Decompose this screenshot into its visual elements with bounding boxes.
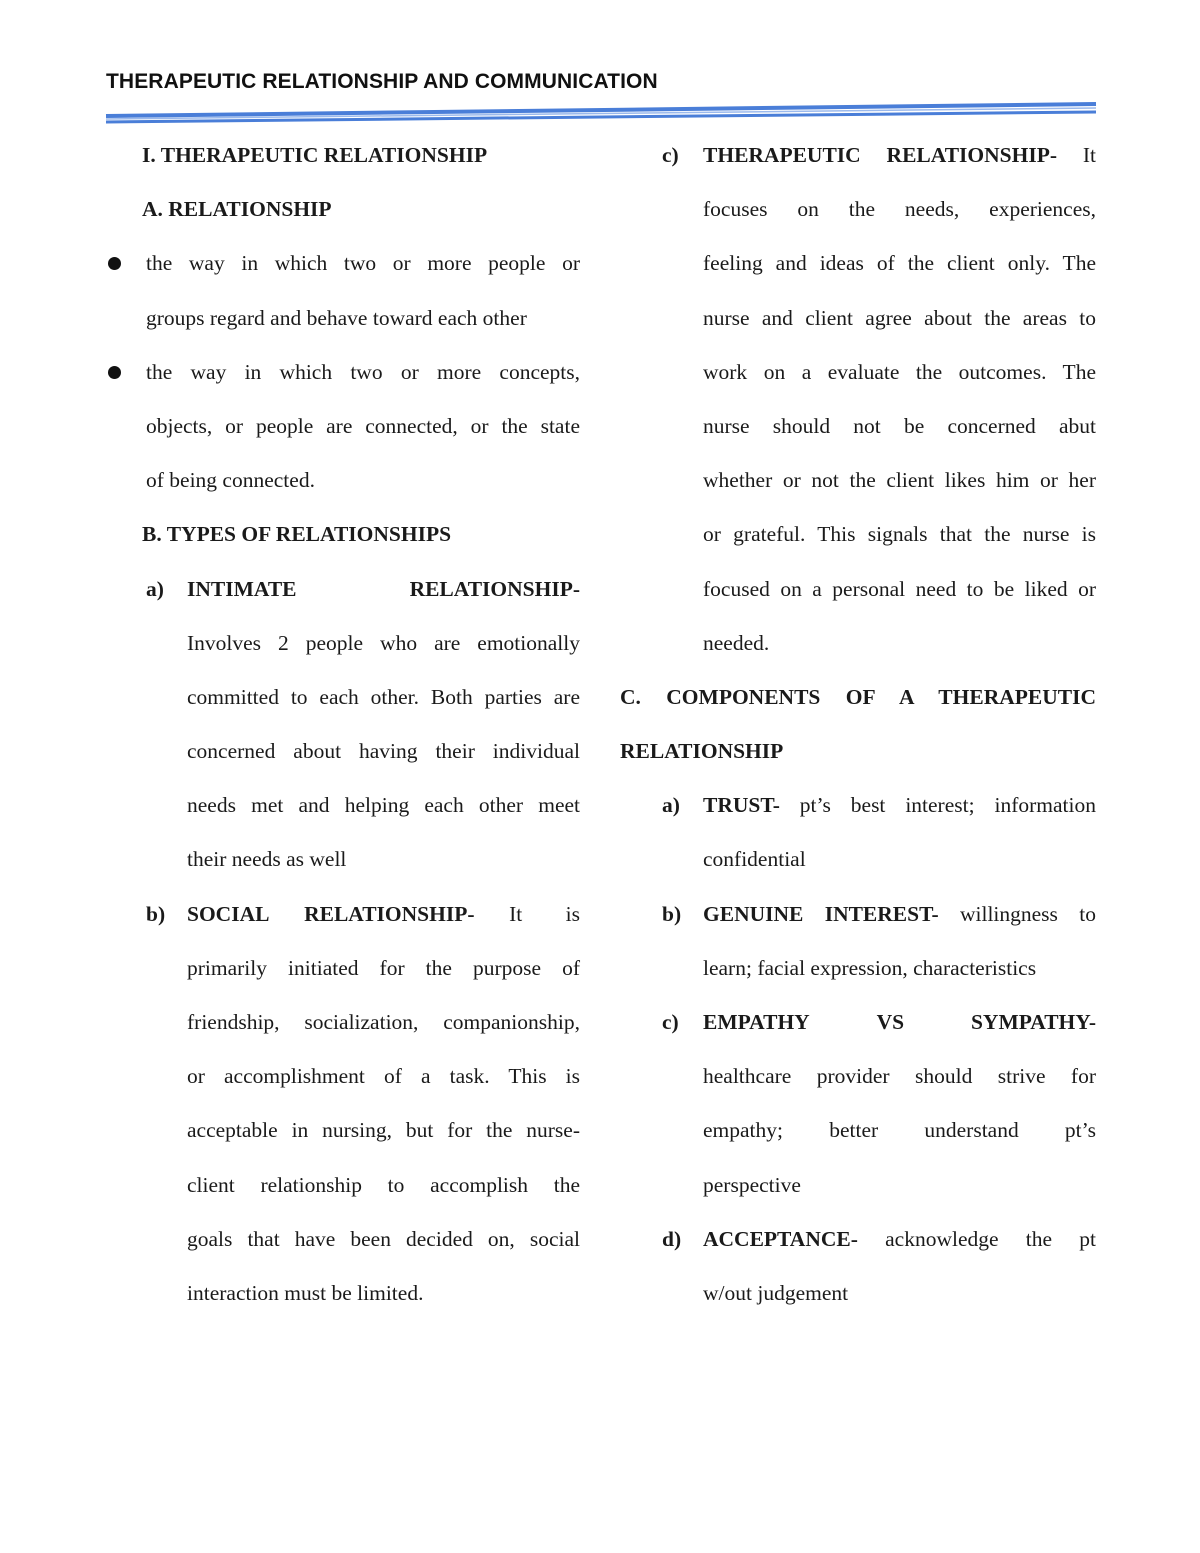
subsection-heading: C. COMPONENTS OF A THERAPEUTIC [620,684,1096,709]
list-item [106,562,580,616]
subsection-heading: RELATIONSHIP [620,739,784,764]
list-text: client relationship to accomplish the [187,1172,580,1197]
list-marker: c) [662,1010,679,1034]
term-text: It [1057,143,1096,167]
bullet-continuation: groups regard and behave toward each other [146,305,527,330]
list-item [620,887,1096,941]
list-text: interaction must be limited. [187,1280,424,1305]
list-text: friendship, socialization, companionship, [187,1010,580,1034]
list-text: nurse should not be concerned abut [703,413,1096,438]
list-text: confidential [703,847,806,872]
bullet-continuation: of being connected. [146,468,315,493]
list-item [620,1212,1096,1266]
term-label: TRUST- [703,793,780,818]
term-text: It is [509,901,580,926]
term-label: VS [876,1010,905,1034]
bullet-item: the way in which two or more concepts, [106,345,580,399]
list-text: perspective [703,1172,801,1197]
list-text: healthcare provider should strive for [703,1064,1096,1089]
subsection-heading: B. TYPES OF RELATIONSHIPS [142,522,452,547]
term-text: pt’s best interest; information [779,793,1096,818]
list-text: focused on a personal need to be liked or [703,576,1096,601]
list-text: work on a evaluate the outcomes. The [703,359,1096,384]
term-label: THERAPEUTIC RELATIONSHIP- [703,143,1057,167]
page-title: THERAPEUTIC RELATIONSHIP AND COMMUNICATION [106,70,658,93]
list-text: committed to each other. Both parties are [187,684,580,709]
bullet-continuation: objects, or people are connected, or the state [146,413,580,438]
list-text: feeling and ideas of the client only. The [703,251,1096,276]
list-marker: c) [662,143,679,167]
list-text: needs met and helping each other meet [187,793,580,818]
bullet-item: the way in which two or more people or [106,236,580,290]
list-text: nurse and client agree about the areas to [703,305,1096,330]
term-label: RELATIONSHIP- [304,901,475,926]
list-text: whether or not the client likes him or her [703,468,1096,493]
list-marker: d) [662,1226,682,1251]
bullet-icon [108,366,121,379]
list-text: acceptable in nursing, but for the nurse- [187,1118,580,1143]
subsection-heading: A. RELATIONSHIP [142,197,332,222]
list-text: primarily initiated for the purpose of [187,955,580,980]
list-text: or grateful. This signals that the nurse is [703,522,1096,547]
list-text: Involves 2 people who are emotionally [187,630,580,655]
section-heading: I. THERAPEUTIC RELATIONSHIP [142,143,488,167]
list-item [620,128,1096,182]
list-marker: a) [662,793,680,818]
term-label: EMPATHY [703,1010,810,1034]
list-item [106,887,580,941]
list-text: goals that have been decided on, social [187,1226,580,1251]
term-label: ACCEPTANCE- [703,1226,858,1251]
left-column [106,128,580,1320]
right-column [620,128,1096,1320]
list-marker: b) [146,901,166,926]
term-label: GENUINE INTEREST- [703,901,939,926]
term-text: acknowledge the pt [857,1226,1096,1251]
list-text: w/out judgement [703,1280,849,1305]
list-text: concerned about having their individual [187,739,580,764]
list-text: needed. [703,630,770,655]
list-text: their needs as well [187,847,347,872]
bullet-icon [108,257,121,270]
term-label: INTIMATE [187,576,297,601]
header-rule [104,98,1098,124]
list-text: or accomplishment of a task. This is [187,1064,580,1089]
list-text: learn; facial expression, characteristics [703,955,1037,980]
list-item [620,778,1096,832]
term-text: willingness to [938,901,1096,926]
term-label: RELATIONSHIP- [409,576,580,601]
term-label: SYMPATHY- [970,1010,1096,1034]
list-marker: b) [662,901,682,926]
list-item [620,995,1096,1049]
term-label: SOCIAL [187,901,270,926]
list-text: focuses on the needs, experiences, [703,197,1096,222]
list-text: empathy; better understand pt’s [703,1118,1096,1143]
list-marker: a) [146,576,164,601]
